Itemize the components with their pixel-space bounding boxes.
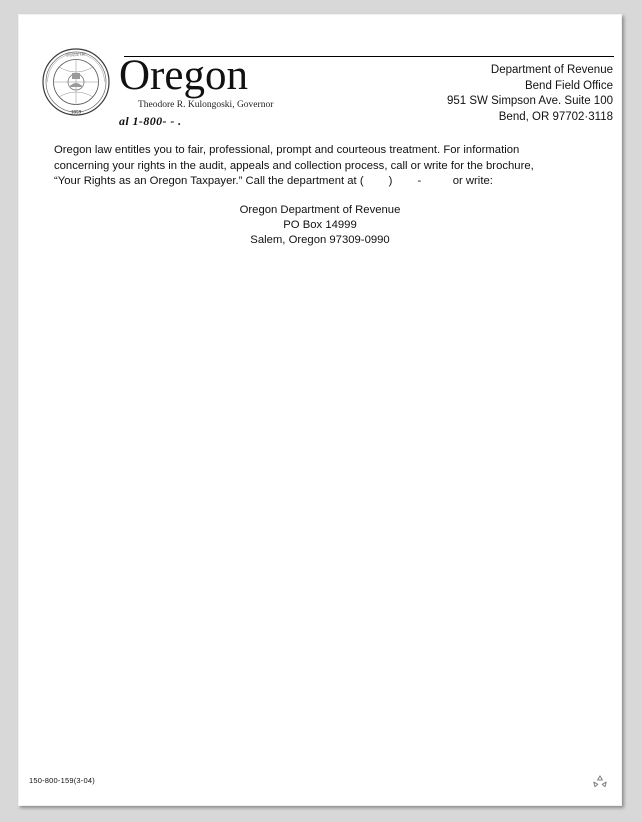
document-page [18, 14, 622, 806]
office-department: Department of Revenue [490, 64, 613, 76]
mailing-city-state-zip: Salem, Oregon 97309-0990 [250, 234, 390, 246]
office-address-block [313, 63, 613, 125]
office-city-state-zip: Bend, OR 97702·3118 [498, 110, 613, 123]
notice-line-2: concerning your rights in the audit, appeals and collection process, call or write for the brochure, [54, 159, 534, 172]
svg-text:STATE OF: STATE OF [65, 51, 86, 58]
form-number: 150-800-159(3-04) [29, 776, 95, 785]
letterhead [19, 15, 621, 128]
taxpayer-rights-notice [54, 143, 584, 190]
office-name: Bend Field Office [524, 79, 613, 92]
governor-line: Theodore R. Kulongoski, Governor [138, 100, 274, 110]
notice-line-1: Oregon law entitles you to fair, professional, prompt and courteous treatment. For information [54, 144, 520, 156]
notice-line-3: “Your Rights as an Oregon Taxpayer.” Call the department at ( ) - or write: [54, 175, 493, 188]
recycle-icon [591, 773, 609, 791]
svg-text:1859: 1859 [70, 109, 82, 116]
mailing-address-block [19, 203, 621, 248]
brand-wordmark: Oregon [119, 52, 248, 99]
oregon-state-seal-icon [41, 47, 111, 117]
toll-free-phone-line: al 1-800- - . [119, 114, 182, 128]
office-street: 951 SW Simpson Ave. Suite 100 [447, 95, 613, 107]
mailing-po-box: PO Box 14999 [283, 219, 357, 231]
mailing-agency: Oregon Department of Revenue [239, 204, 401, 216]
